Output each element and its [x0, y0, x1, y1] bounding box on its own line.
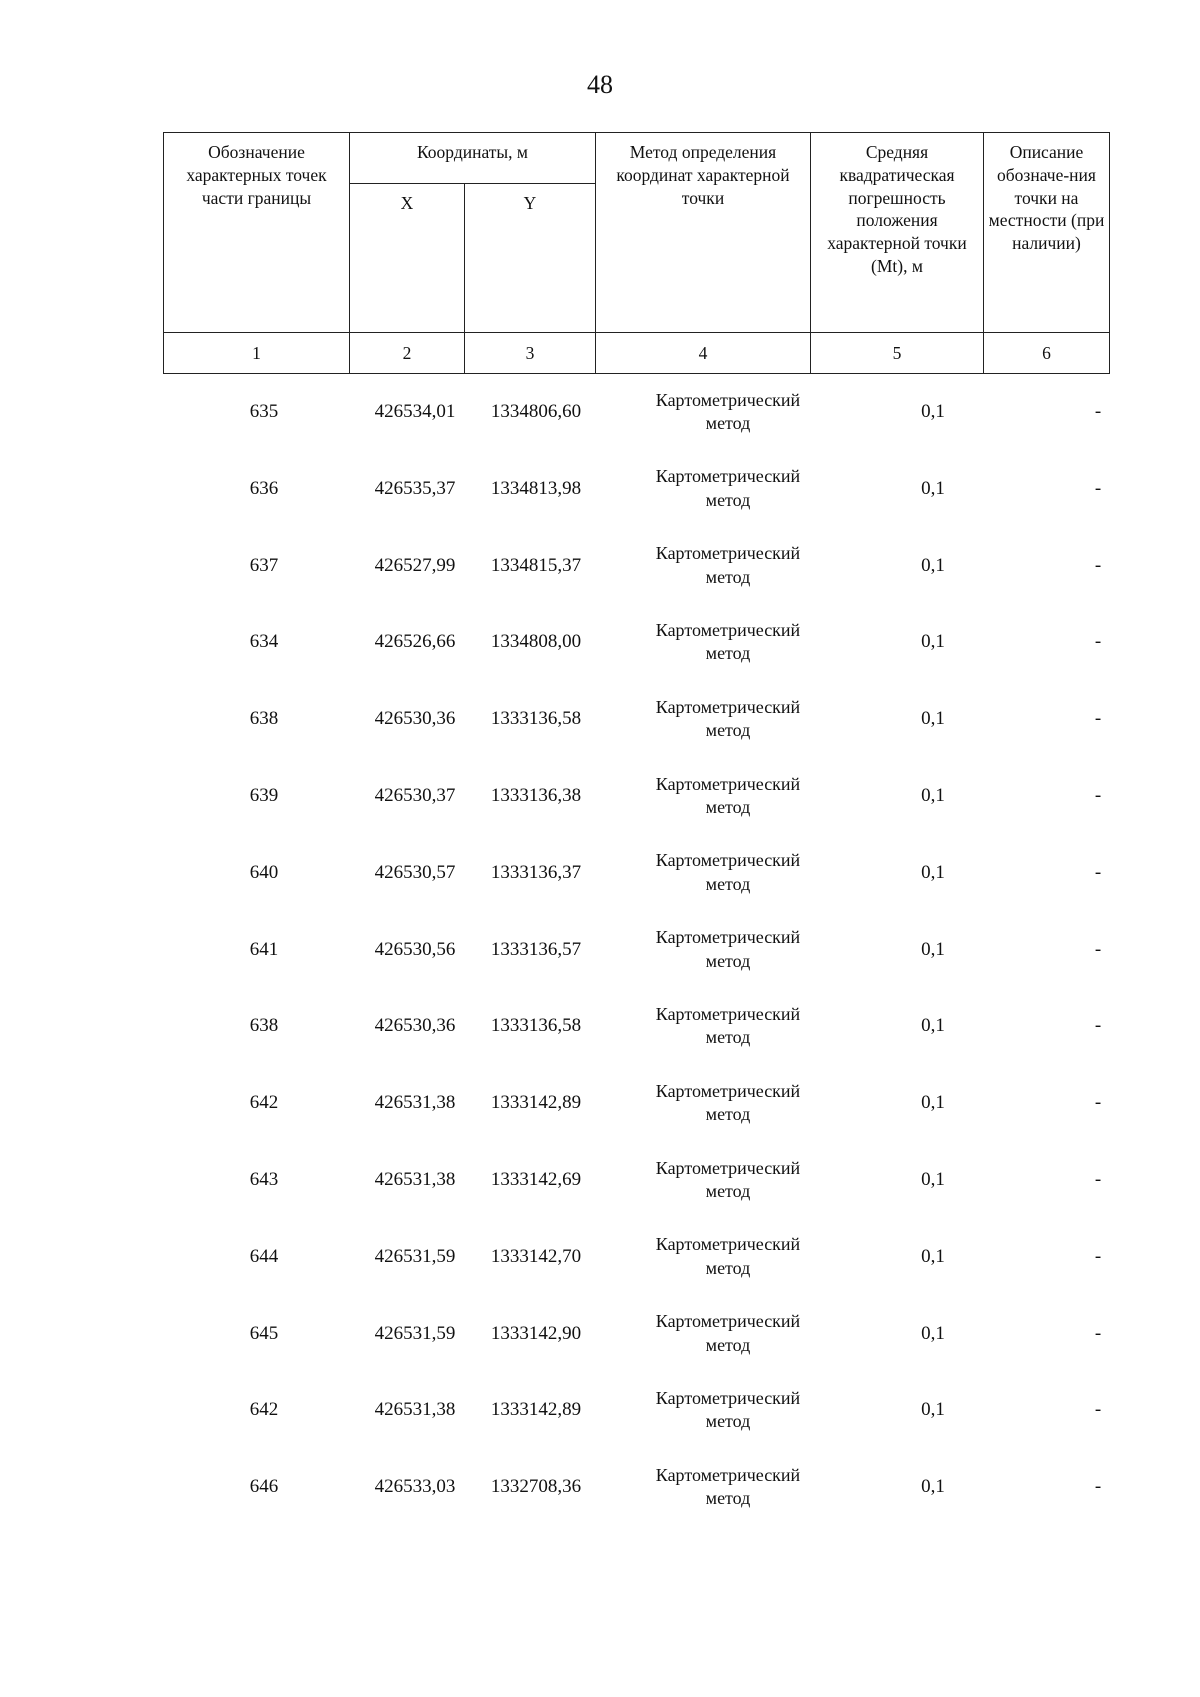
- method-line-1: Картометрический: [655, 1464, 801, 1485]
- method: [603, 692, 853, 746]
- mean-error: 0,1: [921, 631, 945, 653]
- coord-x: 426527,99: [374, 554, 456, 576]
- method: [603, 846, 853, 900]
- description: -: [1094, 861, 1102, 883]
- table-row: [163, 1230, 1109, 1307]
- coord-y: 1332708,36: [490, 1476, 582, 1498]
- coord-x: 426530,57: [374, 861, 456, 883]
- method-line-2: метод: [705, 566, 751, 587]
- coord-x: 426530,37: [374, 784, 456, 806]
- header-coordinates: Координаты, м: [350, 133, 596, 184]
- coord-y: 1333136,37: [490, 861, 582, 883]
- header-x: X: [350, 184, 465, 333]
- table-row: [163, 999, 1109, 1076]
- header-description: Описание обозначе-ния точки на местности (при наличии): [984, 133, 1110, 333]
- mean-error: 0,1: [921, 861, 945, 883]
- point-number: 641: [249, 938, 279, 960]
- column-number-3: 3: [465, 333, 596, 374]
- method-line-2: метод: [705, 643, 751, 664]
- coord-x: 426530,56: [374, 938, 456, 960]
- coord-y: 1334808,00: [490, 631, 582, 653]
- coord-y: 1333142,70: [490, 1245, 582, 1267]
- method: [603, 1230, 853, 1284]
- description: -: [1094, 1322, 1102, 1344]
- column-number-1: 1: [164, 333, 350, 374]
- mean-error: 0,1: [921, 938, 945, 960]
- coord-y: 1333136,57: [490, 938, 582, 960]
- description: -: [1094, 1245, 1102, 1267]
- mean-error: 0,1: [921, 1399, 945, 1421]
- point-number: 634: [249, 631, 279, 653]
- method: [603, 615, 853, 669]
- column-number-2: 2: [350, 333, 465, 374]
- coord-y: 1333142,89: [490, 1092, 582, 1114]
- method-line-1: Картометрический: [655, 773, 801, 794]
- table-row: [163, 1153, 1109, 1230]
- method-line-2: метод: [705, 413, 751, 433]
- coord-y: 1333136,58: [490, 1015, 582, 1037]
- point-number: 636: [249, 477, 279, 499]
- description: -: [1094, 784, 1102, 806]
- point-number: 639: [249, 784, 279, 806]
- method-line-2: метод: [705, 873, 751, 894]
- coord-x: 426531,59: [374, 1245, 456, 1267]
- description: -: [1094, 477, 1102, 499]
- point-number: 640: [249, 861, 279, 883]
- method-line-2: метод: [705, 720, 751, 741]
- mean-error: 0,1: [921, 1168, 945, 1190]
- coord-y: 1334813,98: [490, 477, 582, 499]
- coord-y: 1333136,58: [490, 708, 582, 730]
- method-line-1: Картометрический: [655, 1003, 801, 1024]
- coord-x: 426535,37: [374, 477, 456, 499]
- point-number: 644: [249, 1245, 279, 1267]
- method: [603, 385, 853, 439]
- description: -: [1094, 1015, 1102, 1037]
- header-point-designation: Обозначение характерных точек части границы: [164, 133, 350, 333]
- table-row: [163, 1460, 1109, 1537]
- point-number: 645: [249, 1322, 279, 1344]
- mean-error: 0,1: [921, 708, 945, 730]
- header-mean-error: Средняя квадратическая погрешность положения характерной точки (Mt), м: [811, 133, 984, 333]
- coord-x: 426533,03: [374, 1476, 456, 1498]
- mean-error: 0,1: [921, 784, 945, 806]
- method-line-2: метод: [705, 1257, 751, 1278]
- coord-x: 426531,38: [374, 1168, 456, 1190]
- method-line-2: метод: [705, 1104, 751, 1125]
- method-line-2: метод: [705, 796, 751, 817]
- description: -: [1094, 938, 1102, 960]
- coord-x: 426526,66: [374, 631, 456, 653]
- coord-y: 1334815,37: [490, 554, 582, 576]
- method: [603, 1383, 853, 1437]
- description: -: [1094, 708, 1102, 730]
- point-number: 642: [249, 1092, 279, 1114]
- method: [603, 769, 853, 823]
- method: [603, 1460, 853, 1514]
- method-line-1: Картометрический: [655, 620, 801, 640]
- method: [603, 999, 853, 1053]
- mean-error: 0,1: [921, 1092, 945, 1114]
- table-body: [163, 385, 1109, 1537]
- page-number: 48: [587, 70, 613, 99]
- mean-error: 0,1: [921, 554, 945, 576]
- coord-x: 426534,01: [374, 401, 456, 422]
- point-number: 638: [249, 708, 279, 730]
- method-line-2: метод: [705, 950, 751, 971]
- mean-error: 0,1: [921, 1322, 945, 1344]
- table-row: [163, 539, 1109, 616]
- method: [603, 923, 853, 977]
- table-row: [163, 692, 1109, 769]
- coord-x: 426531,38: [374, 1092, 456, 1114]
- method-line-1: Картометрический: [655, 1387, 801, 1408]
- coord-y: 1333136,38: [490, 784, 582, 806]
- coord-x: 426530,36: [374, 1015, 456, 1037]
- table-row: [163, 1307, 1109, 1384]
- method-line-1: Картометрический: [655, 1080, 801, 1101]
- coord-y: 1334806,60: [490, 401, 582, 422]
- header-method: Метод определения координат характерной точки: [596, 133, 811, 333]
- method-line-1: Картометрический: [655, 1311, 801, 1332]
- mean-error: 0,1: [921, 1245, 945, 1267]
- coord-x: 426531,38: [374, 1399, 456, 1421]
- point-number: 643: [249, 1168, 279, 1190]
- table-header: [163, 132, 1110, 374]
- mean-error: 0,1: [921, 1015, 945, 1037]
- mean-error: 0,1: [921, 1476, 945, 1498]
- point-number: 637: [249, 554, 279, 576]
- method-line-2: метод: [705, 1488, 751, 1509]
- method-line-1: Картометрический: [655, 696, 801, 717]
- table-row: [163, 846, 1109, 923]
- description: -: [1094, 554, 1102, 576]
- table-row: [163, 615, 1109, 692]
- method-line-2: метод: [705, 489, 751, 510]
- mean-error: 0,1: [921, 401, 945, 422]
- point-number: 638: [249, 1015, 279, 1037]
- table-row: [163, 923, 1109, 1000]
- method-line-1: Картометрический: [655, 389, 801, 410]
- method: [603, 1153, 853, 1207]
- column-number-6: 6: [984, 333, 1110, 374]
- method-line-1: Картометрический: [655, 850, 801, 871]
- header-y: Y: [465, 184, 596, 333]
- method: [603, 462, 853, 516]
- method: [603, 539, 853, 593]
- description: -: [1094, 1399, 1102, 1421]
- method-line-2: метод: [705, 1180, 751, 1201]
- method-line-2: метод: [705, 1334, 751, 1355]
- table-row: [163, 1383, 1109, 1460]
- column-number-5: 5: [811, 333, 984, 374]
- method: [603, 1307, 853, 1361]
- method-line-1: Картометрический: [655, 1234, 801, 1255]
- table-row: [163, 1076, 1109, 1153]
- coord-x: 426531,59: [374, 1322, 456, 1344]
- description: -: [1094, 631, 1102, 653]
- point-number: 635: [249, 401, 279, 422]
- description: -: [1094, 1476, 1102, 1498]
- method-line-2: метод: [705, 1411, 751, 1432]
- description: -: [1094, 401, 1102, 422]
- point-number: 646: [249, 1476, 279, 1498]
- coord-x: 426530,36: [374, 708, 456, 730]
- coord-y: 1333142,89: [490, 1399, 582, 1421]
- method-line-1: Картометрический: [655, 927, 801, 948]
- table-row: [163, 769, 1109, 846]
- method-line-1: Картометрический: [655, 466, 801, 487]
- method-line-1: Картометрический: [655, 1157, 801, 1178]
- method-line-1: Картометрический: [655, 543, 801, 564]
- description: -: [1094, 1092, 1102, 1114]
- coord-y: 1333142,69: [490, 1168, 582, 1190]
- description: -: [1094, 1168, 1102, 1190]
- table-row: [163, 385, 1109, 462]
- column-number-4: 4: [596, 333, 811, 374]
- method: [603, 1076, 853, 1130]
- coord-y: 1333142,90: [490, 1322, 582, 1344]
- point-number: 642: [249, 1399, 279, 1421]
- method-line-2: метод: [705, 1027, 751, 1048]
- table-row: [163, 462, 1109, 539]
- mean-error: 0,1: [921, 477, 945, 499]
